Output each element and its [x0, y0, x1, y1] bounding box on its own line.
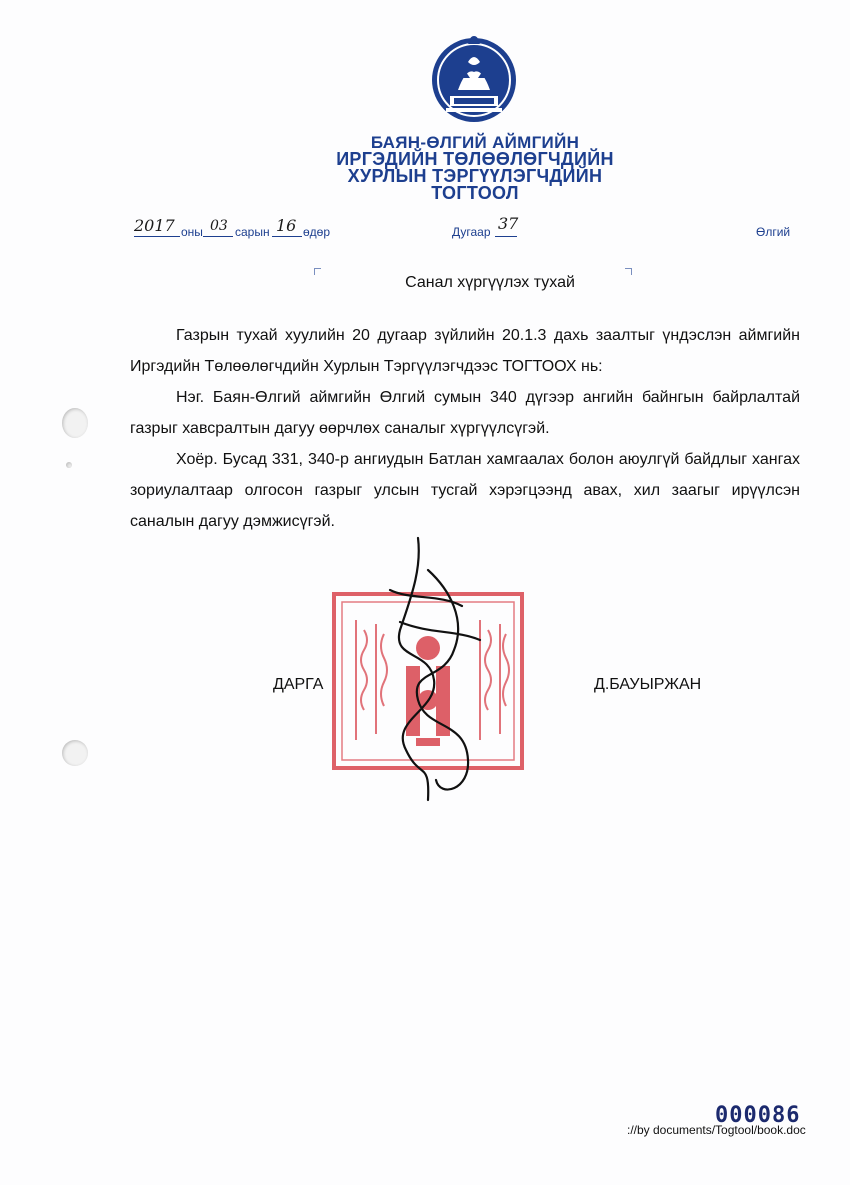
org-line-3: ХУРЛЫН ТЭРГҮҮЛЭГЧДИЙН — [347, 166, 603, 186]
place-name: Өлгий — [756, 225, 791, 239]
date-year: 2017 — [134, 216, 175, 235]
punch-hole-bottom — [62, 740, 88, 766]
org-line-1: БАЯН-ӨЛГИЙ АЙМГИЙН — [370, 133, 580, 152]
subject-bracket-left — [314, 268, 321, 275]
signatory-title: ДАРГА — [273, 676, 324, 693]
subject-title: Санал хүргүүлэх тухай — [405, 274, 575, 291]
org-line-2: ИРГЭДИЙН ТӨЛӨӨЛӨГЧДИЙН — [336, 149, 614, 169]
handwritten-signature — [370, 530, 490, 810]
date-day: 16 — [276, 216, 297, 235]
issuing-body-header — [280, 134, 670, 202]
serial-number: 000086 — [715, 1103, 801, 1128]
punch-hole-mark — [66, 462, 72, 468]
body-paragraph-2: Нэг. Баян-Өлгий аймгийн Өлгий сумын 340 дүгээр ангийн байнгын байрлалтай газрыг хавсралтын дагуу өөрчлөх саналыг хүргүүлсүгэй. — [130, 389, 800, 437]
number-label: Дугаар — [452, 225, 491, 239]
document-file-path: ://by documents/Togtool/book.doc — [627, 1123, 806, 1137]
document-type: ТОГТООЛ — [431, 183, 519, 203]
date-month-suffix: сарын — [235, 225, 270, 239]
body-paragraph-3: Хоёр. Бусад 331, 340-р ангиудын Батлан хамгаалах болон аюулгүй байдлыг хангах зориулалтаар олгосон газрыг улсын тусгай хэрэгцээнд авах, хил заагыг ирүүлсэн саналын дагуу дэмжисүгэй. — [130, 451, 800, 530]
state-emblem-icon — [428, 32, 520, 128]
punch-hole-top — [62, 408, 88, 438]
date-day-suffix: өдөр — [303, 225, 331, 239]
resolution-number: 37 — [498, 214, 519, 233]
signatory-name: Д.БАУЫРЖАН — [594, 676, 702, 693]
date-month: 03 — [210, 218, 228, 234]
resolution-body — [130, 320, 800, 537]
date-year-suffix: оны — [181, 225, 203, 239]
body-paragraph-1: Газрын тухай хуулийн 20 дугаар зүйлийн 20.1.3 дахь заалтыг үндэслэн аймгийн Иргэдийн Төлөөлөгчдийн Хурлын Тэргүүлэгчдээс ТОГТООХ нь: — [130, 327, 800, 375]
